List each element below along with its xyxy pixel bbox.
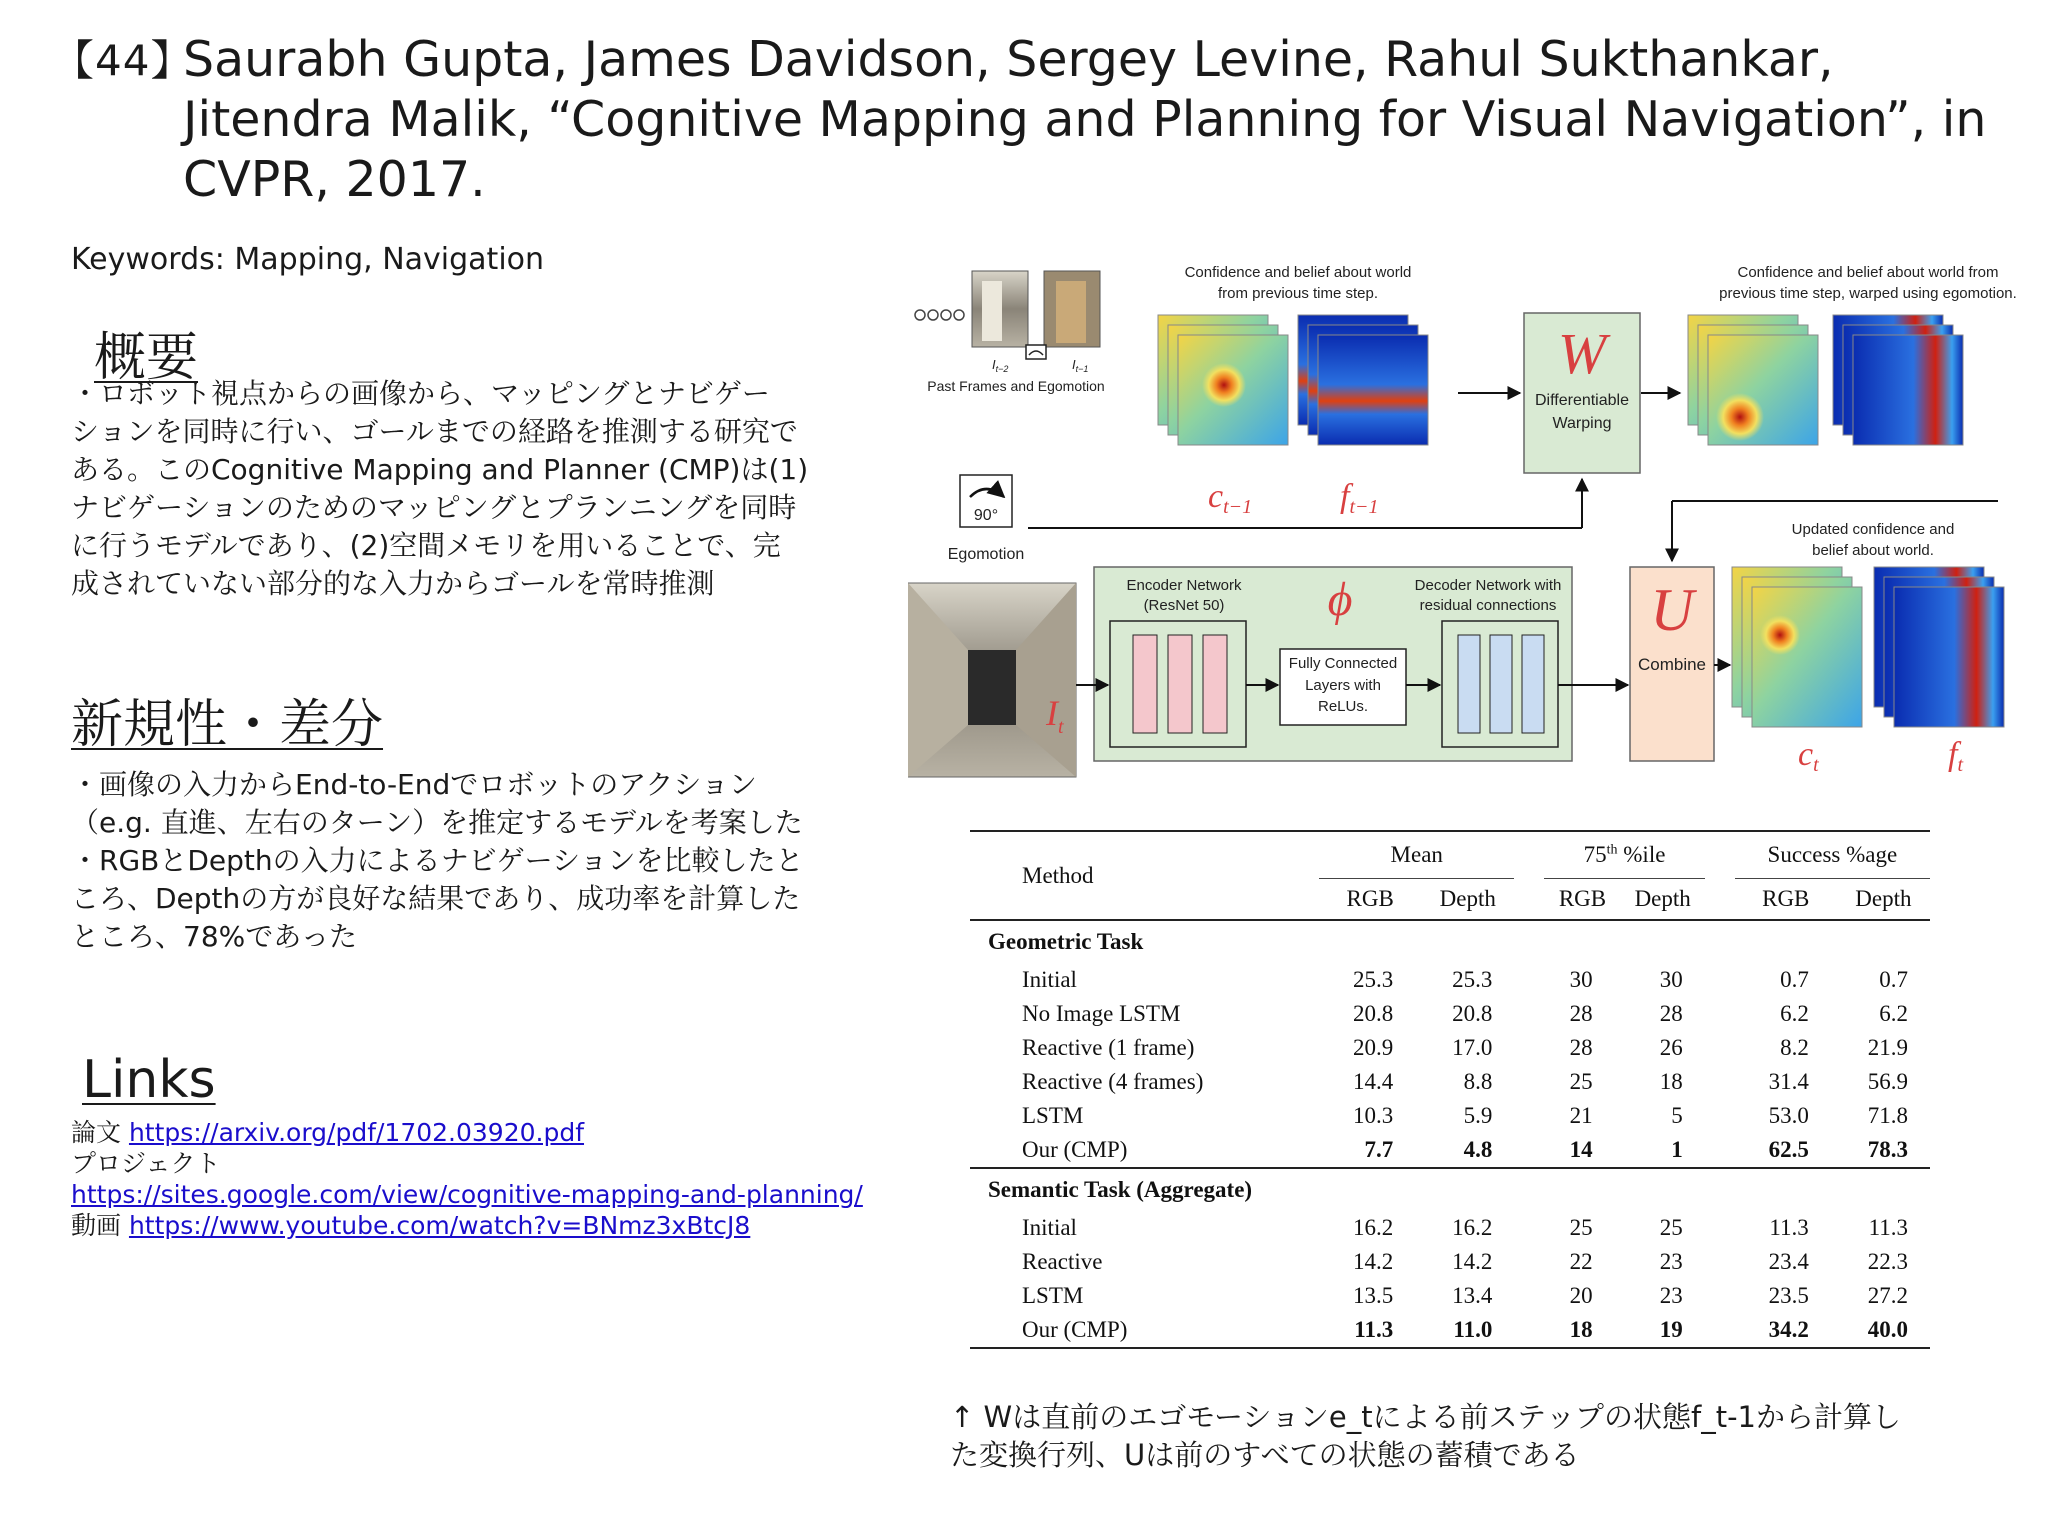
section-title: Geometric Task <box>988 929 1144 954</box>
novelty-text <box>71 766 911 956</box>
value-cell: 11.3 <box>1354 1317 1394 1342</box>
method-cell: No Image LSTM <box>1022 1001 1181 1026</box>
decoder-label-line2: residual connections <box>1419 597 1557 614</box>
spacer-cell <box>1705 997 1735 1031</box>
value-cell: 13.4 <box>1452 1283 1493 1308</box>
encoder-label-line2: (ResNet 50) <box>1143 597 1225 614</box>
value-cell: 20 <box>1569 1283 1593 1308</box>
value-cell: 16.2 <box>1352 1215 1394 1240</box>
value-cell: 21 <box>1569 1103 1593 1128</box>
value-cell: 17.0 <box>1452 1035 1493 1060</box>
conf-prev-label-line1: Confidence and belief about world <box>1184 264 1412 281</box>
value-cell: 20.8 <box>1352 1001 1394 1026</box>
value-cell: 23 <box>1659 1249 1683 1274</box>
spacer-cell <box>1705 963 1735 997</box>
overview-line: 成されていない部分的な入力からゴールを常時推測 <box>71 567 715 600</box>
table-row <box>970 1245 1930 1279</box>
spacer-cell <box>1514 963 1544 997</box>
w-label-line1: Differentiable <box>1535 392 1629 409</box>
novelty-line: ・RGBとDepthの入力によるナビゲーションを比較したと <box>71 844 804 877</box>
method-cell: Reactive (4 frames) <box>1022 1069 1204 1094</box>
project-link-label: プロジェクト <box>71 1149 221 1178</box>
w-label-line2: Warping <box>1552 415 1612 432</box>
citation-line: Jitendra Malik, “Cognitive Mapping and Planning for Visual Navigation”, in <box>183 91 1987 148</box>
method-cell: Reactive <box>1022 1249 1103 1274</box>
novelty-line: ・画像の入力からEnd-to-Endでロボットのアクション <box>71 768 757 801</box>
spacer-cell <box>1705 1211 1735 1245</box>
section-row <box>970 1168 1930 1211</box>
table-row <box>970 1133 1930 1168</box>
f-prev-label: ft−1 <box>1340 478 1379 518</box>
spacer-cell <box>1705 1245 1735 1279</box>
value-cell: 25 <box>1659 1215 1683 1240</box>
table-row <box>970 1099 1930 1133</box>
value-cell: 4.8 <box>1463 1137 1493 1162</box>
confidence-map-updated <box>1732 567 1862 727</box>
percentile-header: 75th %ile <box>1583 842 1666 867</box>
table-row <box>970 1065 1930 1099</box>
col-header: RGB <box>1735 879 1837 921</box>
method-cell: Our (CMP) <box>1022 1317 1128 1342</box>
w-symbol: W <box>1557 321 1607 386</box>
combine-block <box>1630 567 1714 761</box>
value-cell: 71.8 <box>1867 1103 1908 1128</box>
confidence-map-prev <box>1158 315 1288 445</box>
value-cell: 25.3 <box>1352 967 1394 992</box>
value-cell: 14.2 <box>1352 1249 1394 1274</box>
value-cell: 11.0 <box>1453 1317 1493 1342</box>
method-cell: LSTM <box>1022 1283 1084 1308</box>
value-cell: 0.7 <box>1879 967 1908 992</box>
table-row <box>970 1211 1930 1245</box>
decoder-label-line1: Decoder Network with <box>1414 577 1562 594</box>
egomotion-label: Egomotion <box>947 546 1025 563</box>
value-cell: 26 <box>1659 1035 1683 1060</box>
value-cell: 28 <box>1569 1035 1593 1060</box>
spacer-cell <box>1705 1065 1735 1099</box>
col-header: Depth <box>1837 879 1930 921</box>
value-cell: 23.4 <box>1768 1249 1809 1274</box>
spacer-cell <box>1514 1279 1544 1313</box>
value-cell: 10.3 <box>1352 1103 1394 1128</box>
video-link[interactable]: https://www.youtube.com/watch?v=BNmz3xBtcJ8 <box>128 1211 751 1240</box>
value-cell: 27.2 <box>1867 1283 1908 1308</box>
citation-line: CVPR, 2017. <box>183 151 486 208</box>
spacer-cell <box>1705 1099 1735 1133</box>
egomotion <box>948 475 1025 563</box>
value-cell: 28 <box>1659 1001 1683 1026</box>
fc-label-line2: Layers with <box>1305 677 1381 694</box>
citation-line: Saurabh Gupta, James Davidson, Sergey Levine, Rahul Sukthankar, <box>183 31 1834 88</box>
spacer-cell <box>1705 1031 1735 1065</box>
past-frames <box>915 271 1105 394</box>
paper-link-label: 論文 <box>71 1118 129 1147</box>
novelty-heading: 新規性・差分 <box>71 695 384 755</box>
value-cell: 25 <box>1569 1215 1593 1240</box>
col-header: Depth <box>1621 879 1705 921</box>
table-row <box>970 963 1930 997</box>
project-link[interactable]: https://sites.google.com/view/cognitive-mapping-and-planning/ <box>71 1180 863 1209</box>
method-cell: LSTM <box>1022 1103 1084 1128</box>
c-t-label: ct <box>1798 736 1819 776</box>
belief-map-prev <box>1298 315 1428 445</box>
novelty-line: （e.g. 直進、左右のターン）を推定するモデルを考案した <box>71 806 803 839</box>
value-cell: 56.9 <box>1867 1069 1908 1094</box>
f-t-label: ft <box>1948 736 1964 776</box>
mean-header: Mean <box>1390 842 1443 867</box>
value-cell: 5 <box>1671 1103 1683 1128</box>
value-cell: 18 <box>1569 1317 1593 1342</box>
combine-label: Combine <box>1637 655 1707 674</box>
video-link-row <box>71 1210 863 1241</box>
links-heading: Links <box>82 1050 216 1110</box>
spacer-cell <box>1705 1313 1735 1348</box>
novelty-line: ころ、Depthの方が良好な結果であり、成功率を計算した <box>71 882 801 915</box>
value-cell: 8.8 <box>1463 1069 1493 1094</box>
value-cell: 7.7 <box>1364 1137 1394 1162</box>
col-header: Depth <box>1421 879 1514 921</box>
value-cell: 28 <box>1569 1001 1593 1026</box>
conf-prev-label-line2: from previous time step. <box>1217 285 1379 302</box>
value-cell: 62.5 <box>1768 1137 1809 1162</box>
architecture-figure <box>908 255 2020 790</box>
c-prev-label: ct−1 <box>1208 478 1253 518</box>
value-cell: 8.2 <box>1780 1035 1809 1060</box>
value-cell: 53.0 <box>1768 1103 1809 1128</box>
method-cell: Reactive (1 frame) <box>1022 1035 1195 1060</box>
encoder-decoder-panel <box>1076 567 1628 761</box>
spacer-cell <box>1514 1313 1544 1348</box>
value-cell: 11.3 <box>1868 1215 1908 1240</box>
reference-number: 【44】 <box>52 36 194 85</box>
value-cell: 22.3 <box>1867 1249 1908 1274</box>
frame-label-t-2: $I_{t-2}$ <box>992 357 1009 374</box>
caption-line: た変換行列、Uは前のすべての状態の蓄積である <box>950 1438 1580 1472</box>
belief-map-warped <box>1833 315 1963 445</box>
phi-symbol: ϕ <box>1327 573 1353 626</box>
belief-map-updated <box>1874 567 2004 727</box>
section-title: Semantic Task (Aggregate) <box>988 1177 1253 1202</box>
spacer-cell <box>1514 997 1544 1031</box>
value-cell: 14.2 <box>1452 1249 1493 1274</box>
value-cell: 13.5 <box>1352 1283 1394 1308</box>
success-header: Success %age <box>1767 842 1898 867</box>
value-cell: 23.5 <box>1768 1283 1809 1308</box>
value-cell: 20.8 <box>1452 1001 1493 1026</box>
value-cell: 31.4 <box>1768 1069 1809 1094</box>
updated-label-line2: belief about world. <box>1812 542 1934 559</box>
fc-label-line3: ReLUs. <box>1317 698 1369 715</box>
value-cell: 25.3 <box>1452 967 1493 992</box>
results-table <box>970 830 1930 1349</box>
confidence-map-warped <box>1688 315 1818 445</box>
spacer-cell <box>1514 1211 1544 1245</box>
spacer-cell <box>1705 1279 1735 1313</box>
table-row <box>970 1313 1930 1348</box>
value-cell: 34.2 <box>1768 1317 1809 1342</box>
egomotion-value: 90° <box>973 507 999 524</box>
conf-warped-label-line2: previous time step, warped using egomotion. <box>1719 285 2017 302</box>
table-body <box>970 920 1930 1348</box>
value-cell: 14 <box>1569 1137 1593 1162</box>
value-cell: 11.3 <box>1769 1215 1809 1240</box>
citation <box>183 30 2033 210</box>
overview-line: に行うモデルであり、(2)空間メモリを用いることで、完 <box>71 529 781 562</box>
value-cell: 20.9 <box>1352 1035 1394 1060</box>
overview-line: ある。このCognitive Mapping and Planner (CMP)は(1) <box>71 453 809 486</box>
value-cell: 16.2 <box>1452 1215 1493 1240</box>
figure-caption <box>950 1398 2010 1474</box>
novelty-line: ところ、78%であった <box>71 920 357 953</box>
updated-label-line1: Updated confidence and <box>1791 521 1955 538</box>
encoder-label-line1: Encoder Network <box>1126 577 1242 594</box>
video-link-label: 動画 <box>71 1211 129 1240</box>
value-cell: 30 <box>1659 967 1683 992</box>
value-cell: 30 <box>1569 967 1593 992</box>
spacer-cell <box>1514 1065 1544 1099</box>
value-cell: 6.2 <box>1780 1001 1809 1026</box>
caption-line: ↑ Wは直前のエゴモーションe_tによる前ステップの状態f_t-1から計算し <box>950 1400 1902 1434</box>
spacer-cell <box>1514 1245 1544 1279</box>
value-cell: 6.2 <box>1879 1001 1908 1026</box>
value-cell: 22 <box>1569 1249 1593 1274</box>
keywords: Keywords: Mapping, Navigation <box>71 242 545 277</box>
value-cell: 23 <box>1659 1283 1683 1308</box>
overview-line: ションを同時に行い、ゴールまでの経路を推測する研究で <box>71 415 798 448</box>
warping-block <box>1524 313 1640 473</box>
method-cell: Initial <box>1022 967 1077 992</box>
overview-line: ナビゲーションのためのマッピングとプランニングを同時 <box>71 491 797 524</box>
spacer-cell <box>1514 1031 1544 1065</box>
value-cell: 78.3 <box>1867 1137 1908 1162</box>
spacer-cell <box>1514 1099 1544 1133</box>
value-cell: 19 <box>1659 1317 1683 1342</box>
overview-heading: 概要 <box>94 328 199 388</box>
value-cell: 0.7 <box>1780 967 1809 992</box>
u-symbol: U <box>1650 577 1694 643</box>
value-cell: 5.9 <box>1463 1103 1493 1128</box>
method-cell: Our (CMP) <box>1022 1137 1128 1162</box>
paper-link-row <box>71 1117 863 1148</box>
value-cell: 1 <box>1671 1137 1683 1162</box>
paper-link[interactable]: https://arxiv.org/pdf/1702.03920.pdf <box>128 1118 585 1147</box>
overview-line: ・ロボット視点からの画像から、マッピングとナビゲー <box>71 377 770 410</box>
col-header: RGB <box>1544 879 1620 921</box>
current-image <box>908 583 1076 777</box>
table-row <box>970 997 1930 1031</box>
overview-text <box>71 375 901 603</box>
method-cell: Initial <box>1022 1215 1077 1240</box>
value-cell: 18 <box>1659 1069 1683 1094</box>
spacer-cell <box>1514 1133 1544 1168</box>
image-label-it: $I_t$ <box>1046 693 1064 738</box>
fc-label-line1: Fully Connected <box>1288 655 1398 672</box>
method-header: Method <box>1022 862 1094 888</box>
table-row <box>970 1031 1930 1065</box>
conf-warped-label-line1: Confidence and belief about world from <box>1737 264 1999 281</box>
col-header: RGB <box>1319 879 1421 921</box>
value-cell: 40.0 <box>1867 1317 1908 1342</box>
section-row <box>970 920 1930 963</box>
value-cell: 21.9 <box>1867 1035 1908 1060</box>
frame-label-t-1: $I_{t-1}$ <box>1072 357 1089 374</box>
value-cell: 25 <box>1569 1069 1593 1094</box>
spacer-cell <box>1705 1133 1735 1168</box>
table-row <box>970 1279 1930 1313</box>
value-cell: 14.4 <box>1352 1069 1394 1094</box>
past-frames-label: Past Frames and Egomotion <box>927 378 1105 394</box>
links-list <box>71 1117 863 1241</box>
